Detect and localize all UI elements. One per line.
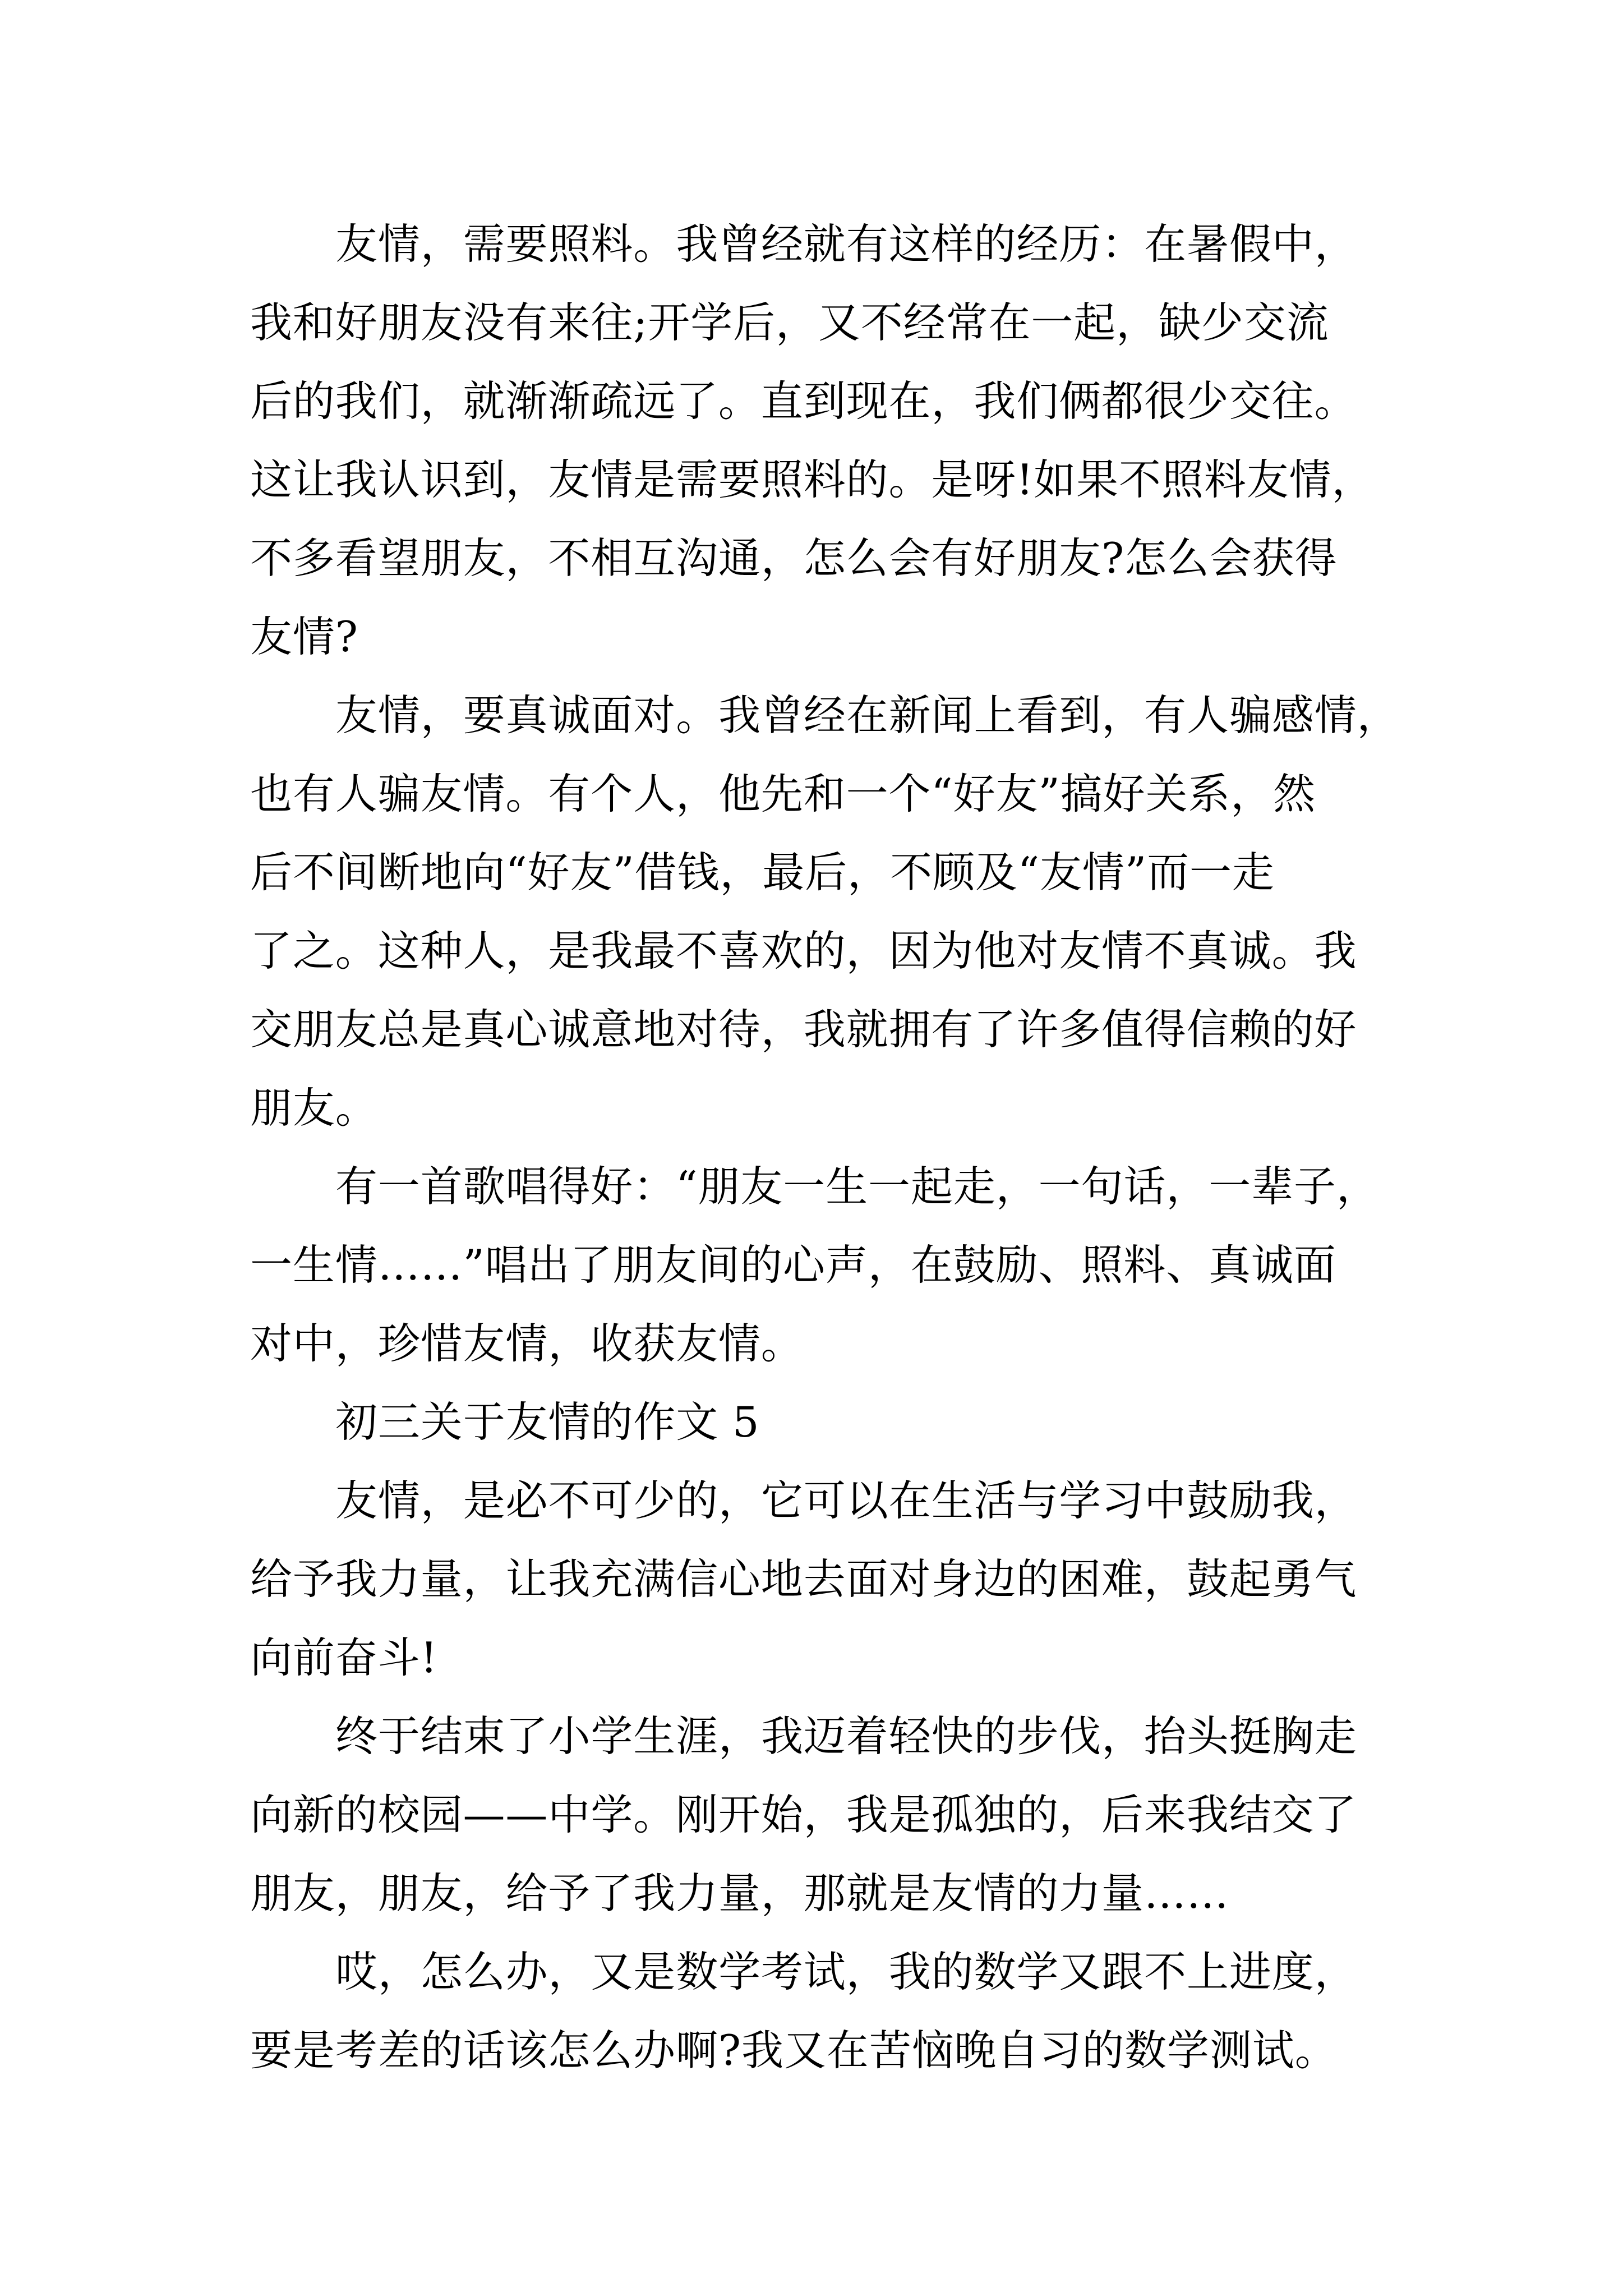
paragraph-1-line-6: 友情? — [250, 612, 358, 661]
paragraph-1-line-4: 这让我认识到，友情是需要照料的。是呀!如果不照料友情， — [250, 455, 1375, 504]
paragraph-3-line-1: 有一首歌唱得好：“朋友一生一起走，一句话，一辈子， — [335, 1162, 1379, 1211]
paragraph-1-line-5: 不多看望朋友，不相互沟通，怎么会有好朋友?怎么会获得 — [250, 533, 1338, 583]
paragraph-4-line-2: 给予我力量，让我充满信心地去面对身边的困难，鼓起勇气 — [250, 1554, 1357, 1604]
paragraph-2-line-1: 友情，要真诚面对。我曾经在新闻上看到，有人骗感情， — [335, 691, 1400, 740]
paragraph-2-line-2: 也有人骗友情。有个人，他先和一个“好友”搞好关系，然 — [250, 769, 1316, 818]
paragraph-2-line-6: 朋友。 — [250, 1083, 378, 1133]
paragraph-3-line-2: 一生情……”唱出了朋友间的心声，在鼓励、照料、真诚面 — [250, 1240, 1336, 1290]
paragraph-1-line-2: 我和好朋友没有来往;开学后，又不经常在一起，缺少交流 — [250, 298, 1329, 347]
paragraph-1-line-1: 友情，需要照料。我曾经就有这样的经历：在暑假中， — [335, 219, 1357, 269]
paragraph-5-line-1: 终于结束了小学生涯，我迈着轻快的步伐，抬头挺胸走 — [335, 1711, 1357, 1761]
paragraph-6-line-1: 哎，怎么办，又是数学考试，我的数学又跟不上进度， — [335, 1947, 1357, 1996]
paragraph-4-line-3: 向前奋斗! — [250, 1633, 438, 1682]
paragraph-5-line-3: 朋友，朋友，给予了我力量，那就是友情的力量…… — [250, 1869, 1229, 1918]
section-heading: 初三关于友情的作文 5 — [335, 1397, 760, 1447]
paragraph-2-line-4: 了之。这种人，是我最不喜欢的，因为他对友情不真诚。我 — [250, 926, 1357, 976]
paragraph-2-line-3: 后不间断地向“好友”借钱，最后，不顾及“友情”而一走 — [250, 848, 1275, 897]
paragraph-6-line-2: 要是考差的话该怎么办啊?我又在苦恼晚自习的数学测试。 — [250, 2026, 1338, 2075]
paragraph-5-line-2: 向新的校园——中学。刚开始，我是孤独的，后来我结交了 — [250, 1790, 1357, 1839]
paragraph-3-line-3: 对中，珍惜友情，收获友情。 — [250, 1319, 804, 1368]
paragraph-1-line-3: 后的我们，就渐渐疏远了。直到现在，我们俩都很少交往。 — [250, 376, 1357, 426]
paragraph-2-line-5: 交朋友总是真心诚意地对待，我就拥有了许多值得信赖的好 — [250, 1005, 1357, 1054]
paragraph-4-line-1: 友情，是必不可少的，它可以在生活与学习中鼓励我， — [335, 1476, 1357, 1525]
